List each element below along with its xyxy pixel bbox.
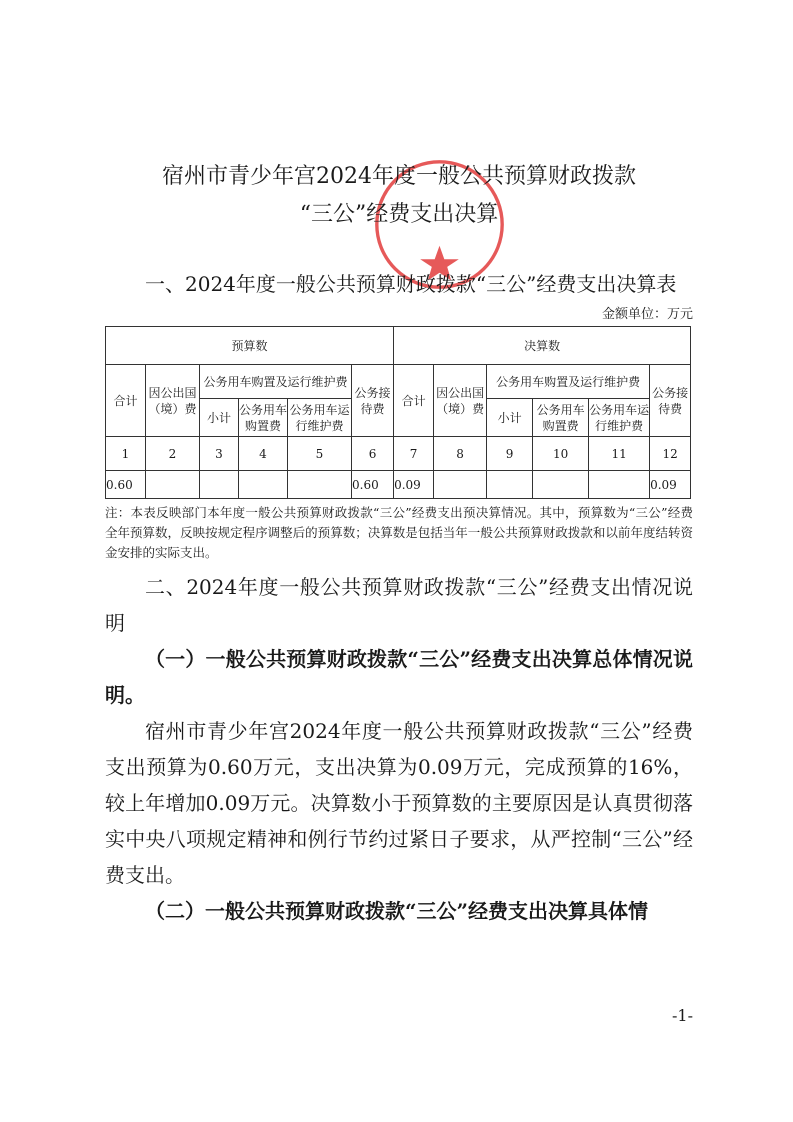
value-cell: [533, 471, 589, 499]
header-subtotal: 小计: [487, 399, 533, 437]
budget-group-header: 预算数: [106, 327, 394, 365]
col-number: 4: [239, 437, 288, 471]
col-number: 12: [650, 437, 691, 471]
value-cell: [146, 471, 200, 499]
sub1-body: 宿州市青少年宫2024年度一般公共预算财政拨款“三公”经费支出预算为0.60万元，支出决算为0.09万元，完成预算的16%，较上年增加0.09万元。决算数小于预算数的主要原因是认真贯彻落实中央八项规定精神和例行节约过紧日子要求，从严控制“三公”经费支出。: [105, 719, 693, 887]
header-abroad: 因公出国（境）费: [146, 365, 200, 437]
doc-title-line2: “三公”经费支出决算: [299, 202, 499, 227]
sub2-heading: （二）一般公共预算财政拨款“三公”经费支出决算具体情: [145, 899, 649, 923]
header-purchase: 公务用车购置费: [533, 399, 589, 437]
section1-heading: 一、2024年度一般公共预算财政拨款“三公”经费支出决算表: [145, 272, 677, 296]
expense-table: [105, 326, 691, 499]
value-cell: [434, 471, 487, 499]
value-cell: [288, 471, 352, 499]
header-vehicle: 公务用车购置及运行维护费: [487, 365, 650, 399]
table-note: 注：本表反映部门本年度一般公共预算财政拨款“三公”经费支出预决算情况。其中，预算数为“三公”经费全年预算数，反映按规定程序调整后的预算数；决算数是包括当年一般公共预算财政拨款和以前年度结转资金安排的实际支出。: [105, 505, 693, 560]
header-subtotal: 小计: [200, 399, 239, 437]
value-cell: 0.60: [106, 471, 146, 499]
value-cell: 0.09: [394, 471, 434, 499]
col-number: 1: [106, 437, 146, 471]
sub1-heading: （一）一般公共预算财政拨款“三公”经费支出决算总体情况说明。: [105, 647, 693, 707]
table-row: [106, 471, 691, 499]
document-body: [105, 158, 693, 929]
col-number: 11: [589, 437, 650, 471]
col-number: 7: [394, 437, 434, 471]
header-reception: 公务接待费: [650, 365, 691, 437]
unit-label: 金额单位：万元: [601, 307, 693, 322]
col-number: 3: [200, 437, 239, 471]
col-number: 6: [352, 437, 394, 471]
page-number: -1-: [672, 1006, 693, 1025]
col-number: 8: [434, 437, 487, 471]
final-group-header: 决算数: [394, 327, 691, 365]
doc-title-line1: 宿州市青少年宫2024年度一般公共预算财政拨款: [162, 164, 636, 189]
header-total: 合计: [394, 365, 434, 437]
header-reception: 公务接待费: [352, 365, 394, 437]
header-total: 合计: [106, 365, 146, 437]
column-number-row: [106, 437, 691, 471]
header-vehicle: 公务用车购置及运行维护费: [200, 365, 352, 399]
value-cell: [239, 471, 288, 499]
value-cell: 0.09: [650, 471, 691, 499]
header-abroad: 因公出国（境）费: [434, 365, 487, 437]
value-cell: [487, 471, 533, 499]
header-operation: 公务用车运行维护费: [589, 399, 650, 437]
value-cell: [589, 471, 650, 499]
header-operation: 公务用车运行维护费: [288, 399, 352, 437]
value-cell: 0.60: [352, 471, 394, 499]
section2-heading: 二、2024年度一般公共预算财政拨款“三公”经费支出情况说明: [105, 575, 693, 635]
col-number: 9: [487, 437, 533, 471]
col-number: 2: [146, 437, 200, 471]
header-purchase: 公务用车购置费: [239, 399, 288, 437]
col-number: 5: [288, 437, 352, 471]
value-cell: [200, 471, 239, 499]
col-number: 10: [533, 437, 589, 471]
